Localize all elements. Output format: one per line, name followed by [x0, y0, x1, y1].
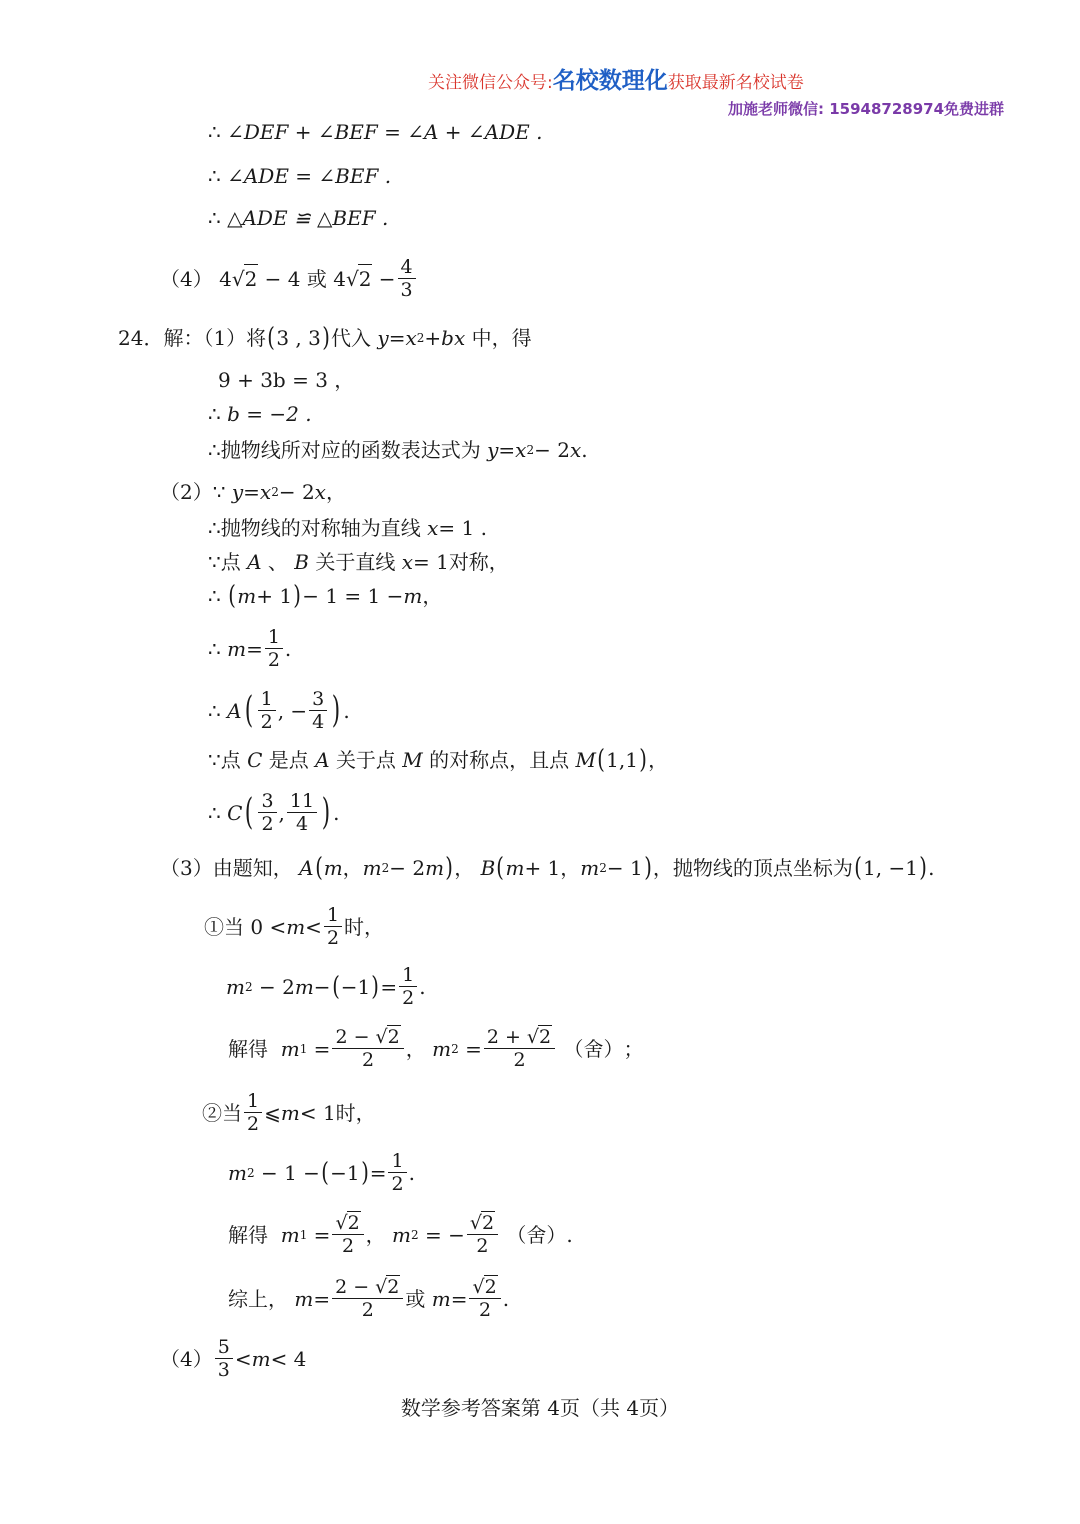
q24-case2-solution: 解得 m 1 = $\frac{√2}{2}$ ， m 2 = − $\frac{√2}{2}$ （舍） . — [228, 1212, 573, 1257]
q24-eq1: 9 + 3b = 3 ， — [218, 368, 355, 392]
q24-part4: （4） $\frac{5}{3}$ < m < 4 — [160, 1336, 307, 1381]
watermark-prefix: 关注微信公众号: — [428, 73, 553, 93]
q24-sym-eq: ∴ ( m + 1 ) − 1 = 1 − m ， — [208, 581, 443, 611]
q24-case1-solution: 解得 m 1 = $\frac{2 - √2}{2}$ ， m 2 = $\frac{2 + √2}{2}$ （舍） ； — [228, 1026, 644, 1071]
q24-m-value: ∴ m = $\frac{1}{2}$ . — [208, 626, 292, 671]
q24-point-A: ∴ A ( $\frac{1}{2}$ , − $\frac{3}{4}$ ) . — [208, 688, 350, 733]
watermark-contact: 加施老师微信: 15948728974免费进群 — [728, 100, 1005, 118]
q24-eq2: ∴ b = −2 . — [208, 402, 312, 426]
q24-case1: ①当 0 < m < $\frac{1}{2}$ 时， — [204, 904, 385, 949]
q24-part3-intro: （3）由题知， A ( m ， m 2 − 2 m ) ， B ( m + 1， m 2 − 1 ) ，抛物线的顶点坐标为 ( 1, −1 ) . — [160, 853, 935, 883]
q24-part2-intro: （2） ∵ y = x 2 − 2 x ， — [160, 480, 346, 504]
q24-case2: ②当 $\frac{1}{2}$ ⩽ m < 1 时， — [202, 1090, 376, 1135]
q24-summary: 综上， m = $\frac{2 - √2}{2}$ 或 m = $\frac{√2}{2}$ . — [228, 1276, 510, 1321]
q23-part4: （4） 4√ 2 − 4 或 4√ 2 − $\frac{4}{3}$ — [160, 256, 418, 301]
watermark-brand: 名校数理化 — [552, 68, 668, 94]
q23-step1: ∴ ∠DEF + ∠BEF = ∠A + ∠ADE . — [208, 120, 543, 144]
q24-axis: ∴ 抛物线的对称轴为直线 x = 1 . — [208, 516, 487, 540]
q24-part1-intro: 24．解：（1）将 ( 3 , 3 ) 代入 y = x 2 + bx 中，得 — [118, 323, 532, 353]
q24-point-C: ∴ C ( $\frac{3}{2}$ , $\frac{11}{4}$ ) . — [208, 790, 340, 835]
q24-case1-eq: m 2 − 2 m − ( −1 ) = $\frac{1}{2}$ . — [226, 964, 426, 1009]
q24-pointC-def: ∵ 点 C 是点 A 关于点 M 的对称点，且点 M ( 1,1 ) ， — [208, 745, 669, 775]
q24-symmetry: ∵ 点 A 、 B 关于直线 x = 1 对称， — [208, 550, 509, 574]
q23-step2: ∴ ∠ADE = ∠BEF . — [208, 164, 392, 188]
page-footer: 数学参考答案第 4页（共 4页） — [400, 1396, 680, 1420]
q24-case2-eq: m 2 − 1 − ( −1 ) = $\frac{1}{2}$ . — [228, 1150, 415, 1195]
watermark-promo — [428, 66, 804, 98]
q24-conclusion1: ∴ 抛物线所对应的函数表达式为 y = x 2 − 2 x . — [208, 438, 588, 462]
watermark-suffix: 获取最新名校试卷 — [667, 73, 804, 93]
q23-step3: ∴ △ADE ≌ △BEF . — [208, 206, 389, 230]
